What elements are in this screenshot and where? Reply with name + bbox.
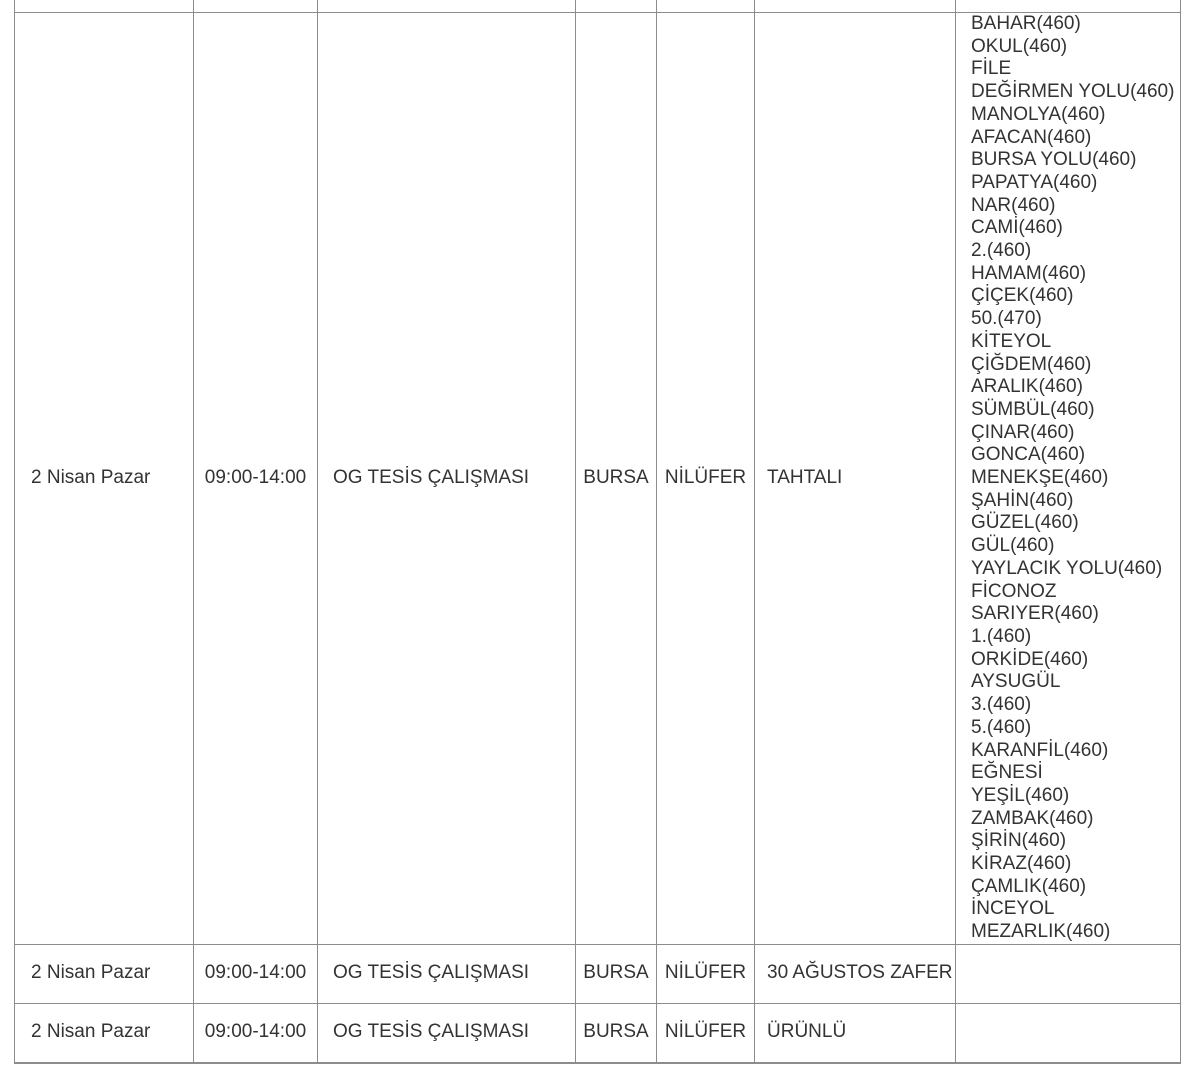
street-item: KİRAZ(460): [971, 853, 1072, 875]
table-cell-empty: [755, 0, 956, 13]
table-cell-empty: [956, 0, 1181, 13]
street-item: FİCONOZ: [971, 580, 1057, 602]
street-item: ÇİÇEK(460): [971, 285, 1074, 307]
street-item: OKUL(460): [971, 35, 1068, 57]
street-item: AYSUGÜL: [971, 671, 1061, 693]
neighborhood-cell: TAHTALI: [755, 13, 956, 945]
date-cell: 2 Nisan Pazar: [15, 944, 194, 1003]
street-item: ZAMBAK(460): [971, 807, 1094, 829]
neighborhood-cell: 30 AĞUSTOS ZAFER: [755, 944, 956, 1003]
street-item: GONCA(460): [971, 444, 1086, 466]
street-item: ÇİĞDEM(460): [971, 353, 1092, 375]
table-row: [15, 1003, 1181, 1063]
street-item: KARANFİL(460): [971, 739, 1109, 761]
district-cell: NİLÜFER: [657, 13, 755, 945]
table-row-previous-partial: [15, 0, 1181, 13]
neighborhood-cell: ÜRÜNLÜ: [755, 1003, 956, 1063]
table-cell-empty: [318, 0, 576, 13]
street-item: MEZARLIK(460): [971, 921, 1111, 943]
street-item: SARIYER(460): [971, 603, 1099, 625]
street-item: 50.(470): [971, 308, 1042, 330]
district-cell: NİLÜFER: [657, 1003, 755, 1063]
street-item: AFACAN(460): [971, 126, 1092, 148]
streets-cell: [956, 944, 1181, 1003]
work-type-cell: OG TESİS ÇALIŞMASI: [318, 944, 576, 1003]
table-cell-empty: [657, 0, 755, 13]
street-item: 1.(460): [971, 625, 1032, 647]
district-cell: NİLÜFER: [657, 944, 755, 1003]
table-row: [15, 13, 1181, 945]
street-item: GÜL(460): [971, 535, 1055, 557]
date-cell: 2 Nisan Pazar: [15, 1003, 194, 1063]
street-item: BURSA YOLU(460): [971, 149, 1137, 171]
street-item: ORKİDE(460): [971, 648, 1089, 670]
street-item: YEŞİL(460): [971, 784, 1070, 806]
streets-cell: [956, 1003, 1181, 1063]
street-item: İNCEYOL: [971, 898, 1055, 920]
city-cell: BURSA: [576, 944, 657, 1003]
street-item: 3.(460): [971, 694, 1032, 716]
work-type-cell: OG TESİS ÇALIŞMASI: [318, 13, 576, 945]
street-item: MENEKŞE(460): [971, 467, 1109, 489]
time-cell: 09:00-14:00: [194, 944, 318, 1003]
street-item: NAR(460): [971, 194, 1056, 216]
street-item: 5.(460): [971, 716, 1032, 738]
street-item: ŞAHİN(460): [971, 489, 1074, 511]
street-item: 2.(460): [971, 240, 1032, 262]
street-item: HAMAM(460): [971, 262, 1087, 284]
street-item: PAPATYA(460): [971, 171, 1098, 193]
city-cell: BURSA: [576, 13, 657, 945]
street-item: BAHAR(460): [971, 13, 1081, 34]
street-item: ARALIK(460): [971, 376, 1083, 398]
street-item: ÇAMLIK(460): [971, 875, 1087, 897]
table-cell-empty: [15, 0, 194, 13]
table-cell-empty: [194, 0, 318, 13]
outage-table-container: [14, 0, 1180, 1064]
street-item: CAMİ(460): [971, 217, 1063, 239]
street-item: MANOLYA(460): [971, 103, 1106, 125]
city-cell: BURSA: [576, 1003, 657, 1063]
time-cell: 09:00-14:00: [194, 1003, 318, 1063]
street-item: KİTEYOL: [971, 330, 1052, 352]
street-item: SÜMBÜL(460): [971, 398, 1095, 420]
street-item: DEĞİRMEN YOLU(460): [971, 81, 1175, 103]
table-row: [15, 944, 1181, 1003]
street-item: ÇINAR(460): [971, 421, 1075, 443]
streets-cell: [956, 13, 1181, 945]
work-type-cell: OG TESİS ÇALIŞMASI: [318, 1003, 576, 1063]
street-item: FİLE: [971, 58, 1012, 80]
street-item: ŞİRİN(460): [971, 830, 1067, 852]
street-item: YAYLACIK YOLU(460): [971, 557, 1163, 579]
date-cell: 2 Nisan Pazar: [15, 13, 194, 945]
time-cell: 09:00-14:00: [194, 13, 318, 945]
street-item: GÜZEL(460): [971, 512, 1079, 534]
table-cell-empty: [576, 0, 657, 13]
street-item: EĞNESİ: [971, 762, 1043, 784]
outage-table: [14, 0, 1181, 1064]
